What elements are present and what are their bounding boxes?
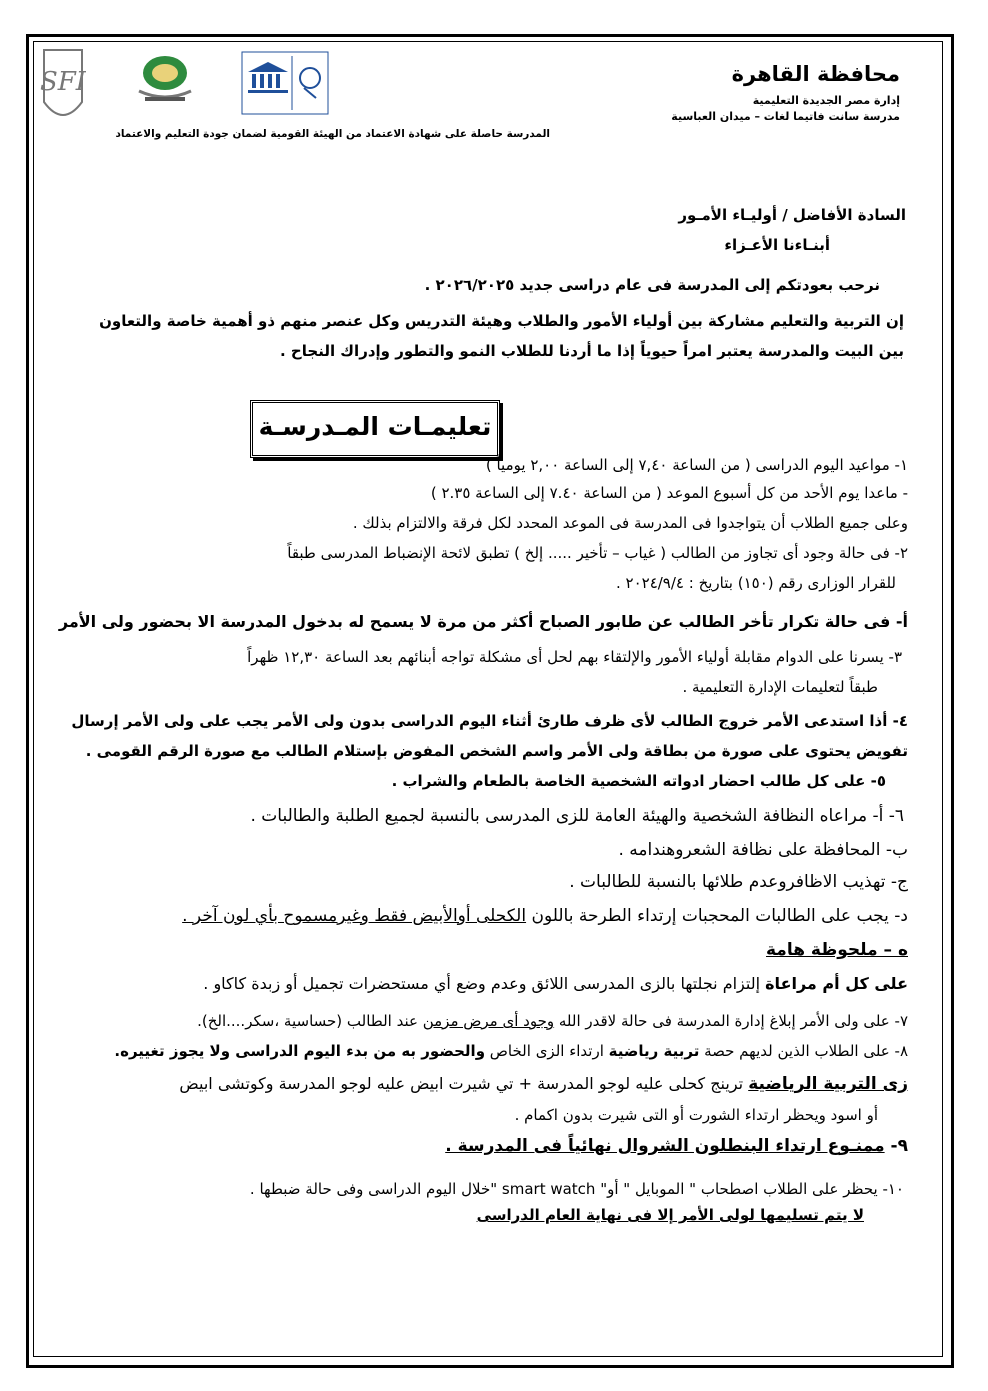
item-1: ١- مواعيد اليوم الدراسى ( من الساعة ٧,٤٠ إلى الساعة ٢,٠٠ يومياً ) xyxy=(485,456,908,474)
item-2: ٢- فى حالة وجود أى تجاوز من الطالب ( غياب – تأخير ..... إلخ ) تطبق لائحة الإنضباط المدرسى طبقاً xyxy=(287,544,908,562)
pe-title: زى التربية الرياضية xyxy=(748,1074,908,1094)
note-body xyxy=(40,974,908,993)
item-10-note: لا يتم تسليمها لولى الأمر إلا فى نهاية العام الدراسى xyxy=(476,1206,864,1224)
note-bold: على كل أم مراعاة xyxy=(765,974,908,993)
pe-line-2: أو اسود ويحظر ارتداء الشورت أو التى شيرت بدون اكمام . xyxy=(514,1106,878,1124)
item-10: ١٠- يحظر على الطلاب اصطحاب " الموبايل " أو" smart watch "خلال اليوم الدراسى وفى حالة ضبطها . xyxy=(249,1180,904,1198)
item-8 xyxy=(40,1042,908,1060)
item-4-delegation: تفويض يحتوى على صورة من بطاقة ولى الأمر واسم الشخص المفوض بإستلام الطالب مع صورة الرقم القومى . xyxy=(85,742,908,760)
welcome-line: نرحب بعودتكم إلى المدرسة فى عام دراسى جديد ٢٠٢٦/٢٠٢٥ . xyxy=(424,276,880,294)
item-1-note: وعلى جميع الطلاب أن يتواجدوا فى المدرسة فى الموعد المحدد لكل فرقة والالتزام بذلك . xyxy=(352,514,908,532)
note-rest: إلتزام نجلتها بالزى المدرسى اللائق وعدم وضع أي مستحضرات تجميل أو زبدة كاكاو . xyxy=(203,974,766,993)
instructions-title: تعليمـات المـدرسـة xyxy=(250,400,500,458)
item-8-a: ٨- على الطلاب الذين لديهم حصة xyxy=(699,1042,908,1060)
item-2-decree: للقرار الوزارى رقم (١٥٠) بتاريخ : ٢٠٢٤/٩/٤ . xyxy=(615,574,896,592)
item-7-suffix: عند الطالب (حساسية ،سكر....الخ). xyxy=(197,1012,423,1030)
item-3: ٣- يسرنا على الدوام مقابلة أولياء الأمور والإلتقاء بهم لحل أى مشكلة تواجه أبنائهم بعد الساعة ١٢,٣٠ ظهراً xyxy=(247,648,902,666)
item-8-c: ارتداء الزى الخاص xyxy=(485,1042,609,1060)
item-a-lateness: أ- فى حالة تكرار تأخر الطالب عن طابور الصباح أكثر من مرة لا يسمح له بدخول المدرسة الا بحضور ولى الأمر xyxy=(58,612,908,631)
item-9 xyxy=(40,1136,908,1156)
item-6d-underlined: الكحلى أوالأبيض فقط وغيرمسموح بأي لون آخر . xyxy=(182,906,527,926)
pe-rest: ترينج كحلى عليه لوجو المدرسة + تي شيرت ابيض عليه لوجو المدرسة وكوتشى ابيض xyxy=(179,1074,749,1093)
svg-text:SFI: SFI xyxy=(40,67,86,97)
item-6a: ٦- أ- مراعاه النظافة الشخصية والهيئة العامة للزى المدرسى بالنسبة لجميع الطلبة والطالبات . xyxy=(250,806,904,826)
item-5: ٥- على كل طالب احضار ادواته الشخصية الخاصة بالطعام والشراب . xyxy=(391,772,886,790)
item-3-note: طبقاً لتعليمات الإدارة التعليمية . xyxy=(682,678,878,696)
item-6c: ج- تهذيب الاظافروعدم طلائها بالنسبة للطالبات . xyxy=(569,872,908,892)
item-6d-prefix: د- يجب على الطالبات المحجبات إرتداء الطرحة باللون xyxy=(526,906,908,926)
item-7-underlined: وجود أى مرض مزمن xyxy=(422,1012,555,1030)
item-7 xyxy=(40,1012,908,1030)
document-page xyxy=(40,44,908,1354)
item-9-number: ٩- xyxy=(884,1136,908,1156)
item-7-prefix: ٧- على ولى الأمر إبلاغ إدارة المدرسة فى حالة لاقدر الله xyxy=(554,1012,908,1030)
item-6d xyxy=(40,906,908,926)
administration-name: إدارة مصر الجديدة التعليمية xyxy=(752,94,900,107)
pe-uniform xyxy=(40,1074,908,1094)
governorate-title: محافظة القاهرة xyxy=(731,62,900,86)
item-9-text: ممنـوع ارتداء البنطلون الشروال نهائياً فى المدرسة . xyxy=(445,1136,885,1156)
item-8-bold-rest: والحضور به من بدء اليوم الدراسى ولا يجوز تغييره. xyxy=(114,1042,486,1060)
item-1-sunday: - ماعدا يوم الأحد من كل أسبوع الموعد ( من الساعة ٧.٤٠ إلى الساعة ٢.٣٥ ) xyxy=(430,484,908,502)
intro-paragraph-2: بين البيت والمدرسة يعتبر امراً حيوياً إذا ما أردنا للطلاب النمو والتطور وإدراك النجاح . xyxy=(280,342,904,360)
item-8-bold-pe: تربية رياضية xyxy=(608,1042,700,1060)
item-6b: ب- المحافظة على نظافة الشعروهندامه . xyxy=(618,840,908,860)
accreditation-note: المدرسة حاصلة على شهادة الاعتماد من الهيئة القومية لضمان جودة التعليم والاعتماد xyxy=(115,128,550,140)
item-4: ٤- أذا استدعى الأمر خروج الطالب لأى ظرف طارئ أثناء اليوم الدراسى بدون ولى الأمر يجب على ولى الأمر إرسال xyxy=(71,712,908,730)
school-name: مدرسة سانت فاتيما لغات – ميدان العباسية xyxy=(671,110,900,123)
note-title: ه – ملحوظة هامة xyxy=(766,940,908,960)
intro-paragraph-1: إن التربية والتعليم مشاركة بين أولياء الأمور والطلاب وهيئة التدريس وكل عنصر منهم ذو أهمية خاصة والتعاون xyxy=(99,312,904,330)
greeting-line-2: أبنـاءنا الأعـزاء xyxy=(724,236,830,254)
greeting-line-1: السادة الأفاضل / أوليـاء الأمـور xyxy=(678,206,906,224)
